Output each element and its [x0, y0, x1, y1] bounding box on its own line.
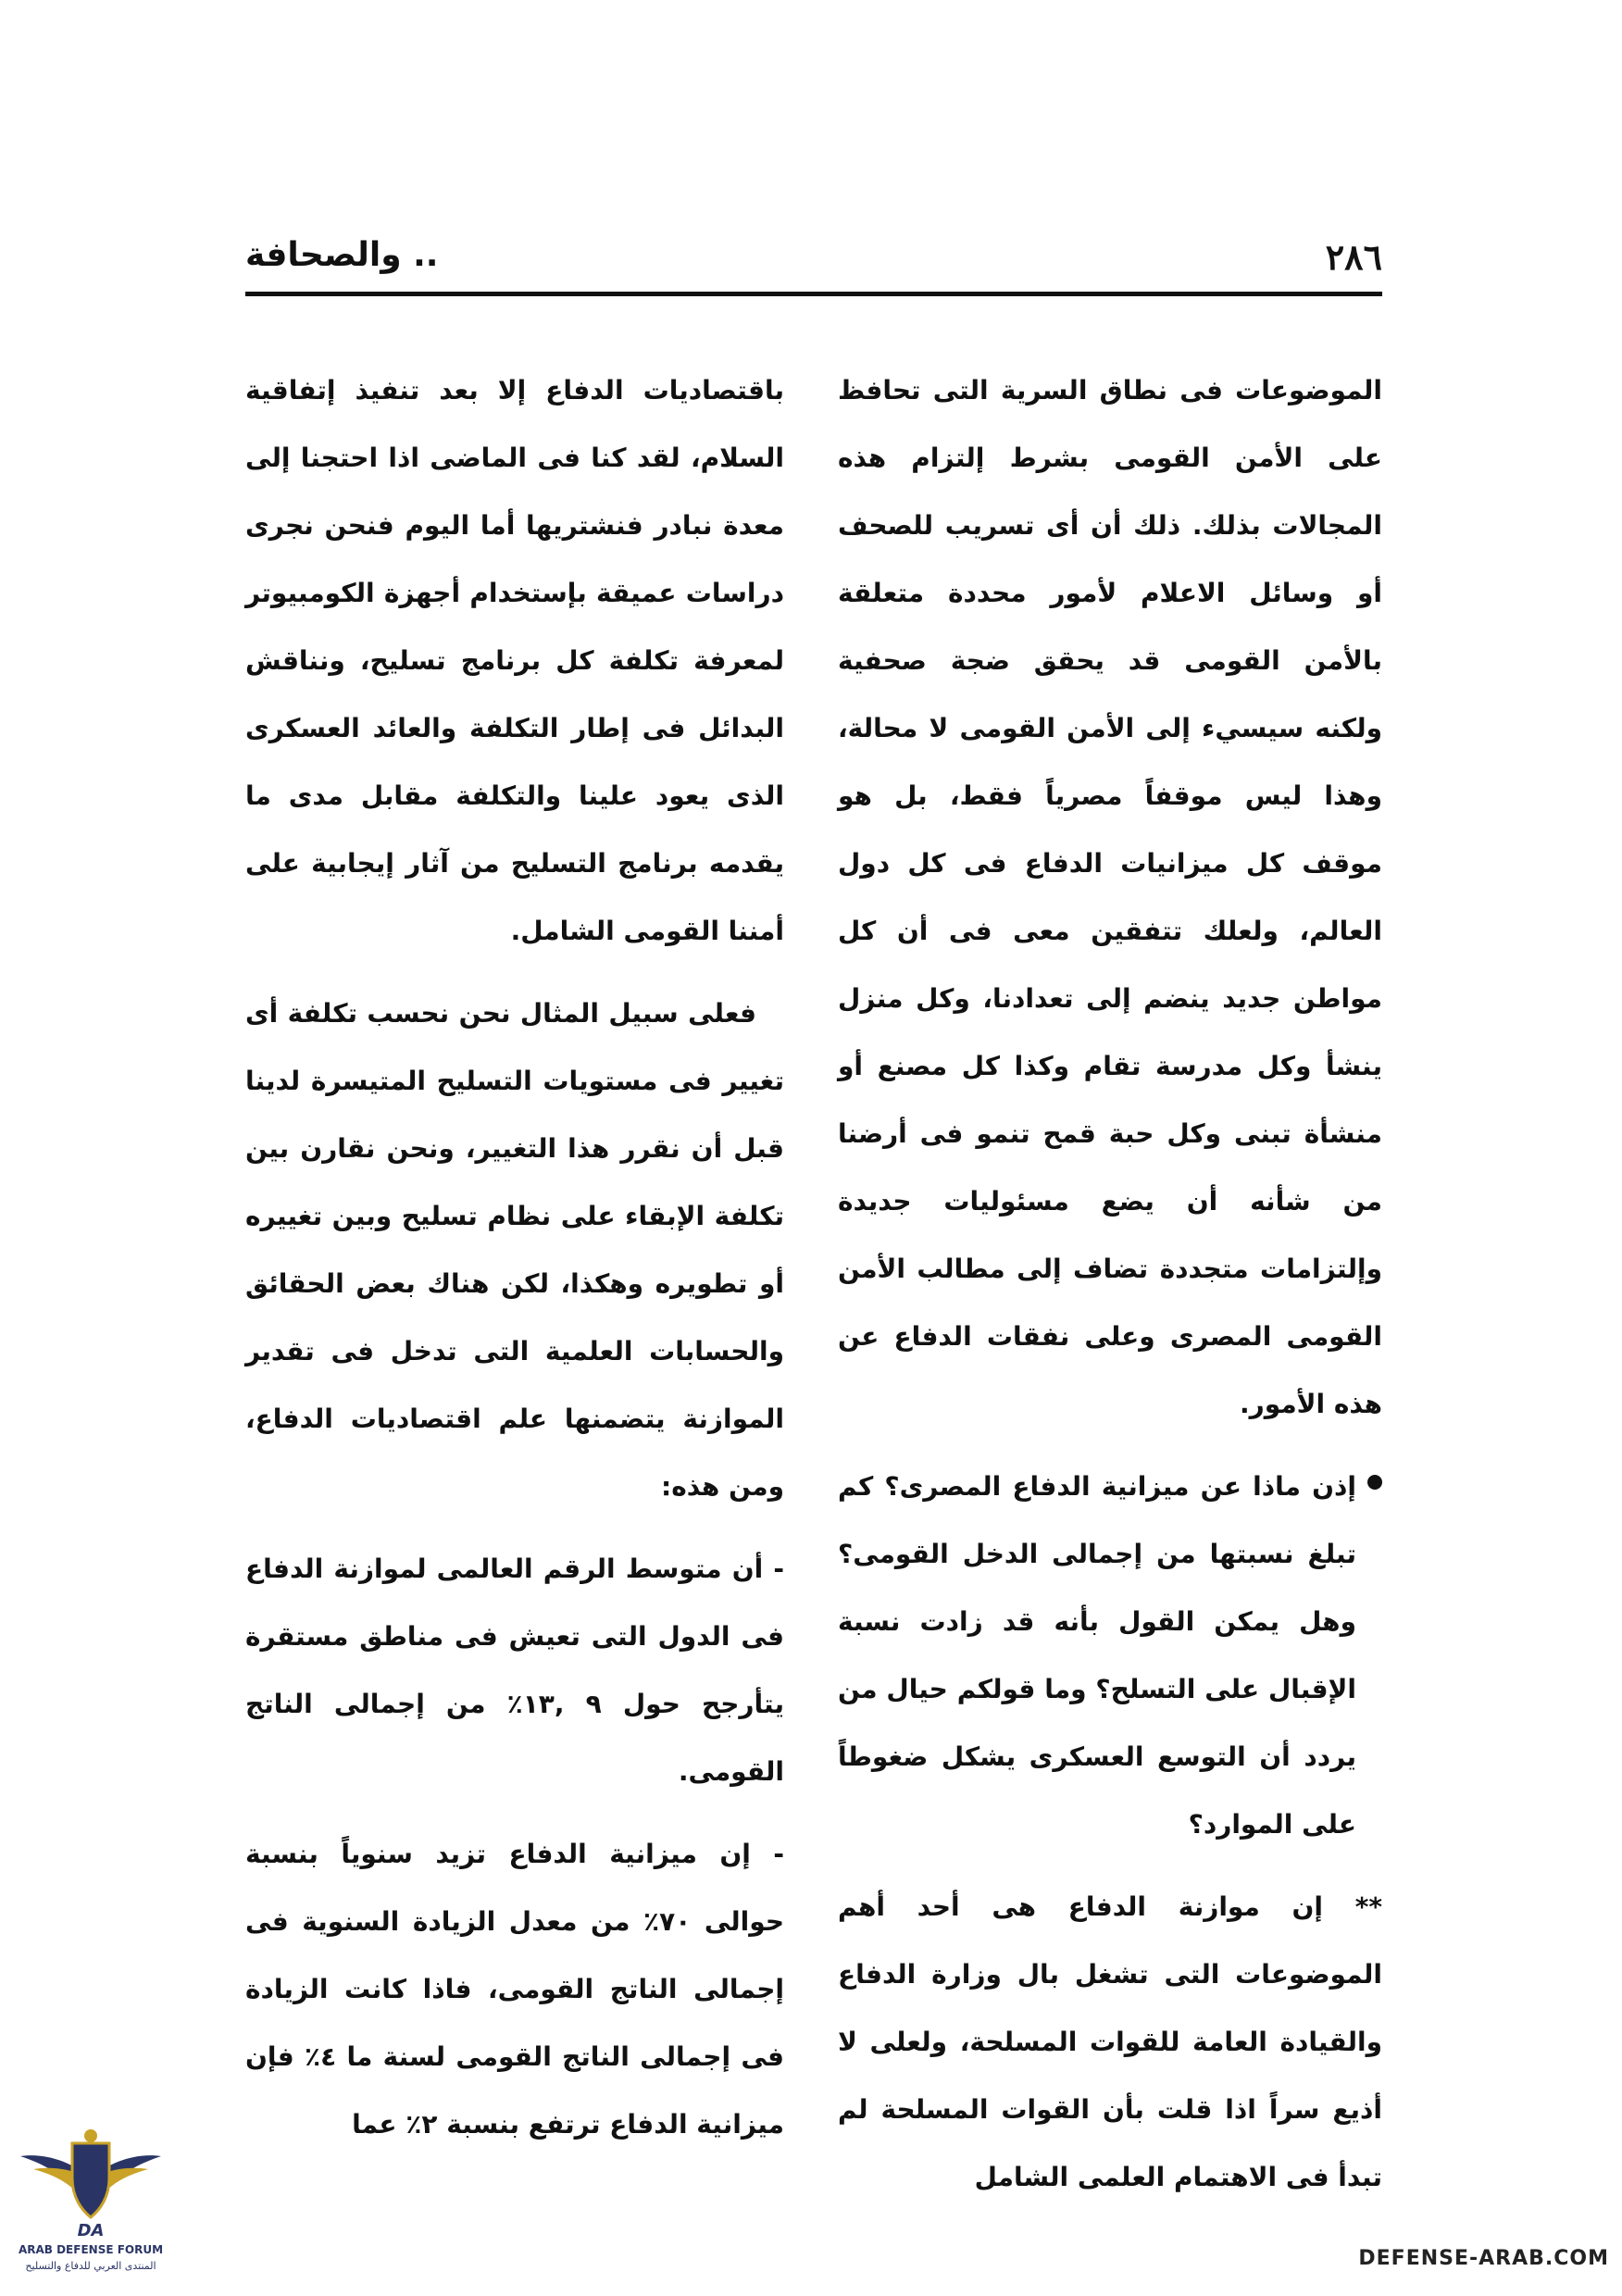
paragraph-example: فعلى سبيل المثال نحن نحسب تكلفة أى تغيير فى مستويات التسليح المتيسرة لدينا قبل أن نقرر هذا التغيير، ونحن نقارن بين تكلفة الإبقاء على نظام تسليح وبين تغييره أو تطويره وهكذا، لكن هناك بعض الحقائق والحسابات العلمية التى تدخل فى تقدير الموازنة يتضمنها علم اقتصاديات الدفاع، ومن هذه:: [245, 998, 784, 1502]
paragraph-continuation: الموضوعات فى نطاق السرية التى تحافظ على الأمن القومى بشرط إلتزام هذه المجالات بذلك. ذلك أن أى تسريب للصحف أو وسائل الاعلام لأمور محددة متعلقة بالأمن القومى قد يحقق ضجة صحفية ولكنه سيسيء إلى الأمن القومى لا محالة، وهذا ليس موقفاً مصرياً فقط، بل هو موقف كل ميزانيات الدفاع فى كل دول العالم، ولعلك تتفقين معى فى أن كل مواطن جديد ينضم إلى تعدادنا، وكل منزل ينشأ وكل مدرسة تقام وكذا كل مصنع أو منشأة تبنى وكل حبة قمح تنمو فى أرضنا من شأنه أن يضع مسئوليات جديدة وإلتزامات متجددة تضاف إلى مطالب الأمن القومى المصرى وعلى نفقات الدفاع عن هذه الأمور.: [838, 375, 1382, 1419]
site-watermark: DEFENSE-ARAB.COM: [1358, 2247, 1609, 2270]
right-text-column: [838, 356, 1382, 2226]
header-rule: [245, 292, 1382, 296]
list-item-global-average: - أن متوسط الرقم العالمى لموازنة الدفاع فى الدول التى تعيش فى مناطق مستقرة يتأرجح حول ٩ ,١٣٪ من إجمالى الناتج القومى.: [245, 1554, 784, 1787]
question-text: إذن ماذا عن ميزانية الدفاع المصرى؟ كم تبلغ نسبتها من إجمالى الدخل القومى؟ وهل يمكن القول بأنه قد زادت نسبة الإقبال على التسلح؟ وما قولكم حيال من يردد أن التوسع العسكرى يشكل ضغوطاً على الموارد؟: [838, 1471, 1356, 1840]
bullet-icon: [1367, 1475, 1382, 1490]
logo-name-arabic: المنتدى العربي للدفاع والتسليح: [25, 2260, 156, 2272]
eagle-shield-icon: [17, 2125, 165, 2221]
running-title: .. والصحافة: [245, 236, 439, 274]
forum-logo: [17, 2125, 165, 2282]
list-item-annual-increase: - إن ميزانية الدفاع تزيد سنوياً بنسبة حوالى ٧٠٪ من معدل الزيادة السنوية فى إجمالى الناتج القومى، فاذا كانت الزيادة فى إجمالى الناتج القومى لسنة ما ٤٪ فإن ميزانية الدفاع ترتفع بنسبة ٢٪ عما: [245, 1839, 785, 2140]
page-header: [245, 236, 1382, 299]
paragraph-defense-economics: باقتصاديات الدفاع إلا بعد تنفيذ إتفاقية السلام، لقد كنا فى الماضى اذا احتجنا إلى معدة نبادر فنشتريها أما اليوم فنحن نجرى دراسات عميقة بإستخدام أجهزة الكومبيوتر لمعرفة تكلفة كل برنامج تسليح، ونناقش البدائل فى إطار التكلفة والعائد العسكرى الذى يعود علينا والتكلفة مقابل مدى ما يقدمه برنامج التسليح من آثار إيجابية على أمننا القومى الشامل.: [245, 375, 784, 946]
logo-abbreviation: DA: [77, 2221, 105, 2240]
interview-question: [838, 1453, 1382, 1858]
left-text-column: [245, 356, 784, 2173]
interview-answer: ** إن موازنة الدفاع هى أحد أهم الموضوعات التى تشغل بال وزارة الدفاع والقيادة العامة للقوات المسلحة، ولعلى لا أذيع سراً اذا قلت بأن القوات المسلحة لم تبدأ فى الاهتمام العلمى الشامل: [838, 1891, 1382, 2192]
logo-name-english: ARAB DEFENSE FORUM: [18, 2243, 164, 2256]
page-number: ٢٨٦: [1325, 236, 1382, 278]
